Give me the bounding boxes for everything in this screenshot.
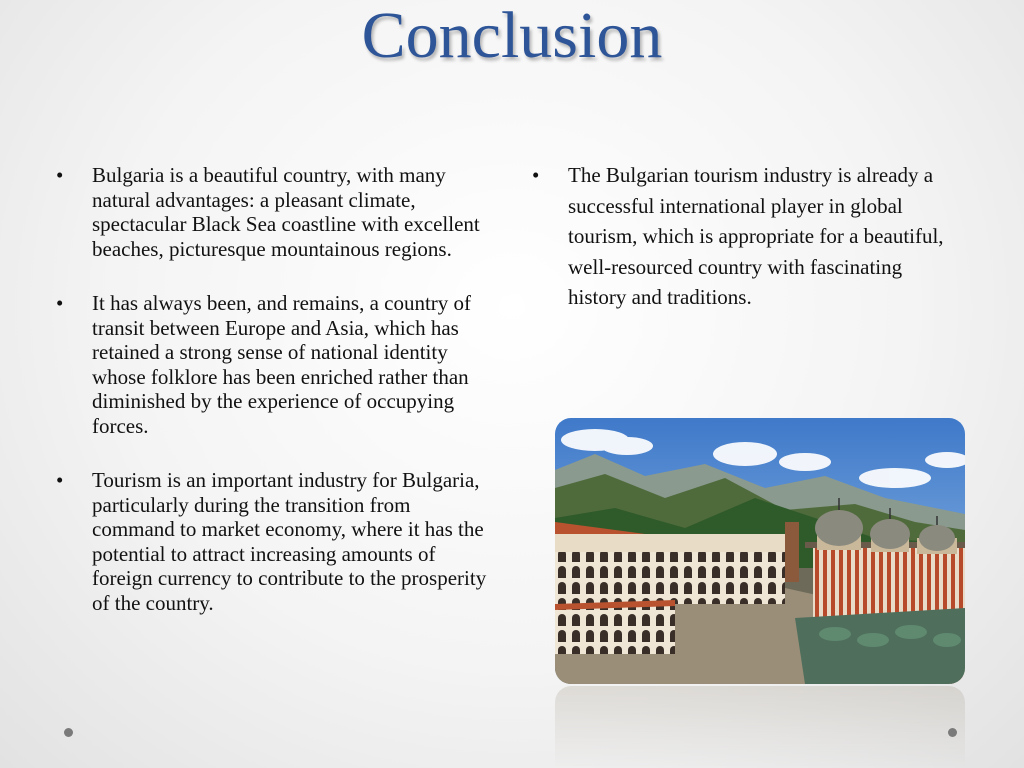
- left-bullet-list: [56, 163, 496, 645]
- bullet-text: Tourism is an important industry for Bulgaria, particularly during the transition from command to market economy, where it has the potential to attract increasing amounts of foreign currency to contribute to the prosperity of the country.: [92, 468, 487, 615]
- rila-monastery-image: [555, 418, 965, 684]
- bullet-marker: •: [56, 291, 64, 315]
- bullet-item: [532, 160, 952, 313]
- bullet-text: The Bulgarian tourism industry is already a successful international player in global tourism, which is appropriate for a beautiful, well-resourced country with fascinating history and traditions.: [568, 163, 944, 309]
- bullet-item: [56, 468, 496, 615]
- corner-dot-left: [64, 728, 73, 737]
- slide-title: Conclusion: [361, 0, 663, 72]
- bullet-marker: •: [56, 163, 64, 187]
- monastery-photo: [555, 418, 965, 684]
- reflection-image: [555, 686, 965, 768]
- bullet-item: [56, 163, 496, 261]
- bullet-text: It has always been, and remains, a country of transit between Europe and Asia, which has retained a strong sense of national identity whose folklore has been enriched rather than diminished by the experience of occupying forces.: [92, 291, 472, 438]
- right-bullet-list: [532, 160, 952, 313]
- corner-dot-right: [948, 728, 957, 737]
- bullet-text: Bulgaria is a beautiful country, with many natural advantages: a pleasant climate, spectacular Black Sea coastline with excellent beaches, picturesque mountainous regions.: [92, 163, 480, 261]
- bullet-item: [56, 291, 496, 438]
- photo-reflection: [555, 686, 965, 768]
- bullet-marker: •: [532, 163, 540, 187]
- bullet-marker: •: [56, 468, 64, 492]
